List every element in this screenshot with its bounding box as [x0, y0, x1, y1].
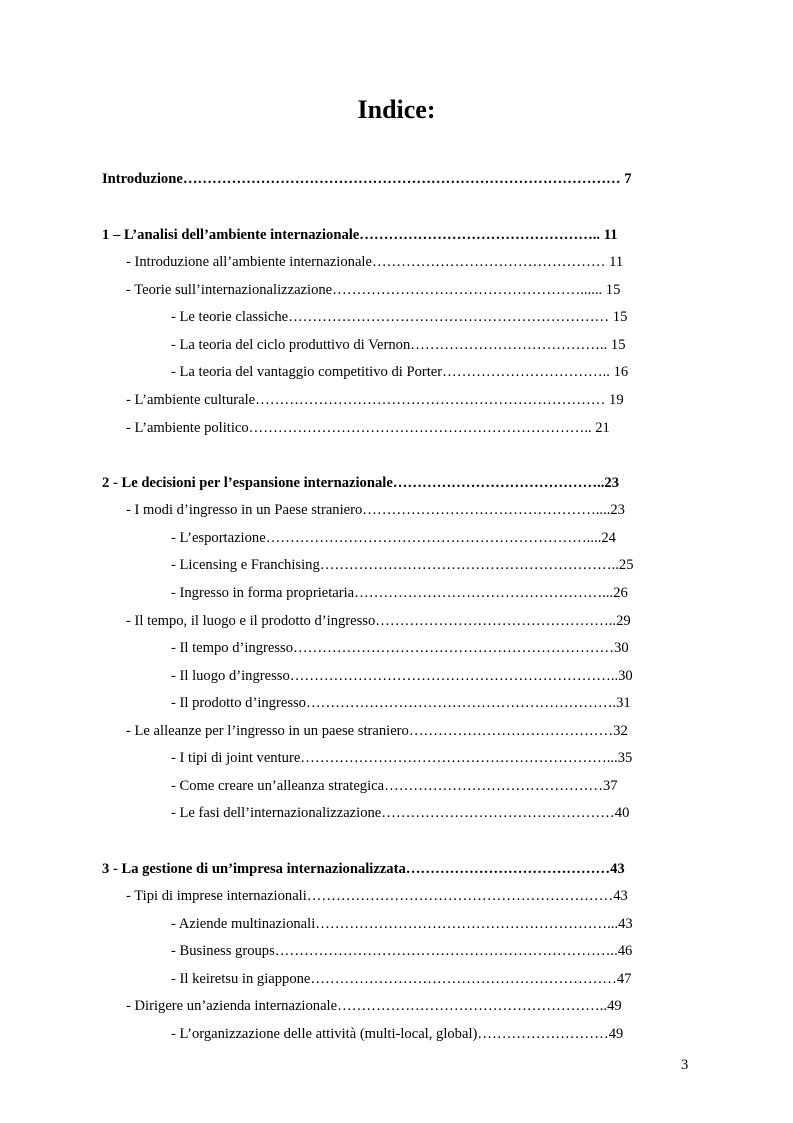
toc-section: - Teorie sull’internazionalizzazione……………………………………………...... 15: [126, 282, 621, 298]
toc-subsection: - Ingresso in forma proprietaria……………………………………………...26: [171, 585, 628, 601]
toc-section: - Le alleanze per l’ingresso in un paese straniero……………………………………32: [126, 723, 628, 739]
toc-subsection: - Le fasi dell’internazionalizzazione…………………………………………40: [171, 805, 630, 821]
toc-section: - Dirigere un’azienda internazionale………………………………………………..49: [126, 998, 622, 1014]
toc-subsection: - La teoria del vantaggio competitivo di Porter…………………………….. 16: [171, 364, 629, 380]
toc-section: - Introduzione all’ambiente internazionale………………………………………… 11: [126, 254, 624, 270]
toc-subsection: - Il keiretsu in giappone………………………………………………………47: [171, 971, 632, 987]
toc-subsection: - Le teorie classiche………………………………………………………… 15: [171, 309, 628, 325]
toc-subsection: - I tipi di joint venture………………………………………………………...35: [171, 750, 633, 766]
toc-chapter-3: 3 - La gestione di un’impresa internazionalizzata……………………………………43: [102, 861, 625, 877]
toc-subsection: - La teoria del ciclo produttivo di Vernon………………………………….. 15: [171, 337, 626, 353]
toc-chapter-2: 2 - Le decisioni per l’espansione internazionale……………………………………..23: [102, 475, 619, 491]
toc-section: - L’ambiente culturale……………………………………………………………… 19: [126, 392, 624, 408]
toc-section: - I modi d’ingresso in un Paese straniero…………………………………………....23: [126, 502, 625, 518]
toc-entry-introduzione: Introduzione……………………………………………………………………………… 7: [102, 171, 632, 187]
toc-subsection: - Il tempo d’ingresso…………………………………………………………30: [171, 640, 629, 656]
toc-subsection: - L’organizzazione delle attività (multi-local, global)………………………49: [171, 1026, 624, 1042]
toc-subsection: - Aziende multinazionali……………………………………………………...43: [171, 916, 633, 932]
toc-subsection: - Il luogo d’ingresso…………………………………………………………..30: [171, 668, 633, 684]
toc-chapter-1: 1 – L’analisi dell’ambiente internazionale………………………………………….. 11: [102, 227, 618, 243]
page-title: Indice:: [357, 95, 436, 124]
toc-subsection: - Business groups……………………………………………………………..46: [171, 943, 633, 959]
page-number: 3: [681, 1057, 689, 1073]
toc-section: - Tipi di imprese internazionali………………………………………………………43: [126, 888, 628, 904]
toc-subsection: - Licensing e Franchising……………………………………………………..25: [171, 557, 634, 573]
toc-subsection: - Il prodotto d’ingresso……………………………………………………….31: [171, 695, 631, 711]
toc-section: - L’ambiente politico…………………………………………………………….. 21: [126, 420, 610, 436]
toc-subsection: - Come creare un’alleanza strategica………………………………………37: [171, 778, 618, 794]
toc-section: - Il tempo, il luogo e il prodotto d’ingresso…………………………………………..29: [126, 613, 631, 629]
toc-subsection: - L’esportazione…………………………………………………………....24: [171, 530, 616, 546]
